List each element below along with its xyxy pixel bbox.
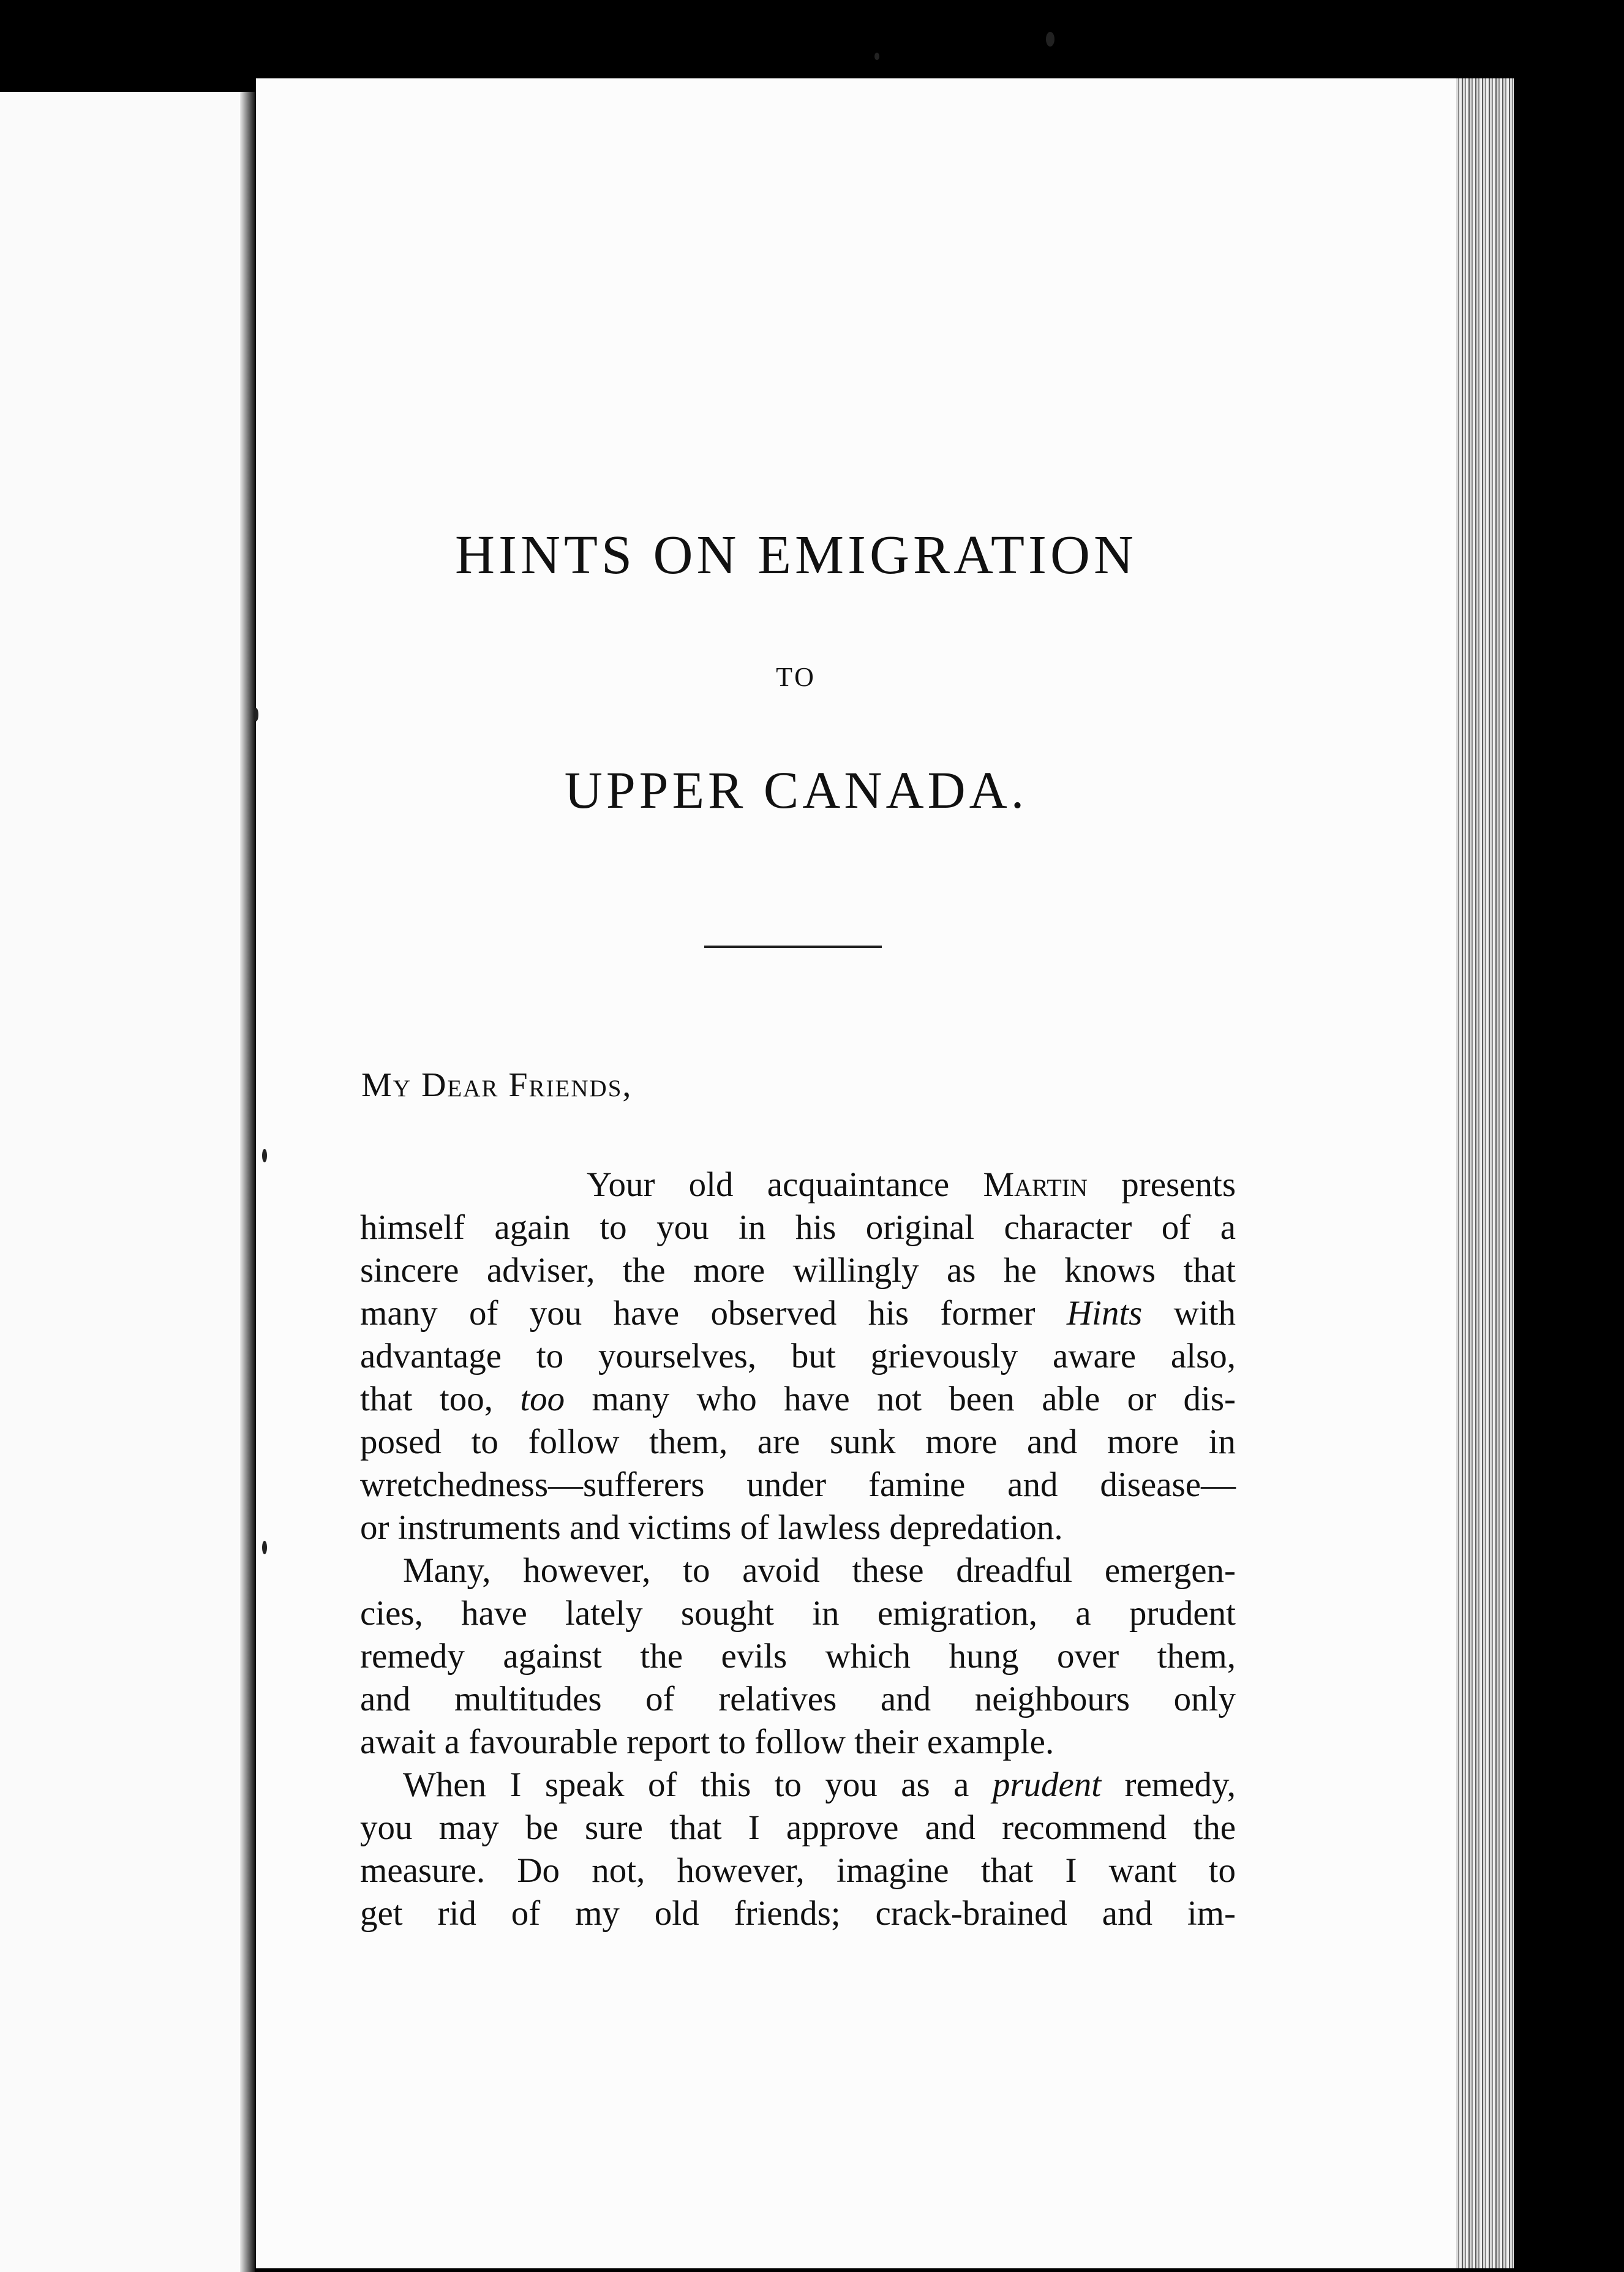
italic-prudent: prudent xyxy=(992,1766,1102,1804)
book-gutter xyxy=(240,92,255,2272)
paragraph-1-line-3: sincere adviser, the more willingly as he knows that xyxy=(360,1251,1236,1290)
body-text xyxy=(360,1164,1236,1935)
paragraph-1-line-7: posed to follow them, are sunk more and more in xyxy=(360,1423,1236,1461)
paragraph-2-line-2: cies, have lately sought in emigration, a prudent xyxy=(360,1594,1236,1633)
page-edges xyxy=(1456,78,1514,2268)
paragraph-3-line-2: you may be sure that I approve and recommend the xyxy=(360,1808,1236,1847)
paragraph-1-line-8: wretchedness—sufferers under famine and disease— xyxy=(360,1465,1236,1504)
paragraph-2-line-5: await a favourable report to follow their example. xyxy=(360,1723,1054,1761)
paragraph-3-line-1: When I speak of this to you as a prudent remedy, xyxy=(403,1766,1236,1804)
scan-speck xyxy=(262,1541,267,1554)
background-dark xyxy=(1514,61,1624,2268)
italic-hints: Hints xyxy=(1066,1294,1143,1333)
paragraph-1-line-6: that too, too many who have not been able or dis- xyxy=(360,1380,1236,1418)
paragraph-1-line-1: Your old acquaintance Martin presents xyxy=(587,1165,1236,1204)
paragraph-3-line-3: measure. Do not, however, imagine that I want to xyxy=(360,1851,1236,1890)
title-connector: TO xyxy=(776,662,816,692)
page-title: HINTS ON EMIGRATION xyxy=(455,525,1137,585)
paragraph-1-line-4: many of you have observed his former Hints with xyxy=(360,1294,1236,1333)
page-subtitle: UPPER CANADA. xyxy=(564,761,1028,819)
name-martin: Martin xyxy=(983,1165,1088,1204)
left-page xyxy=(0,92,240,2272)
title-rule xyxy=(704,946,882,948)
scan-speck xyxy=(1046,32,1054,47)
paragraph-1-line-2: himself again to you in his original character of a xyxy=(360,1208,1236,1247)
italic-too: too xyxy=(520,1380,565,1418)
scan-speck xyxy=(262,1149,267,1162)
paragraph-2-line-1: Many, however, to avoid these dreadful emergen- xyxy=(403,1551,1236,1590)
scan-speck xyxy=(254,708,258,721)
scan-speck xyxy=(874,53,879,60)
salutation: My Dear Friends, xyxy=(361,1066,633,1104)
paragraph-1-line-5: advantage to yourselves, but grievously aware also, xyxy=(360,1337,1236,1375)
paragraph-3-line-4: get rid of my old friends; crack-brained and im- xyxy=(360,1894,1236,1933)
paragraph-2-line-3: remedy against the evils which hung over them, xyxy=(360,1637,1236,1676)
paragraph-2-line-4: and multitudes of relatives and neighbours only xyxy=(360,1680,1236,1718)
paragraph-1-line-9: or instruments and victims of lawless depredation. xyxy=(360,1508,1063,1547)
